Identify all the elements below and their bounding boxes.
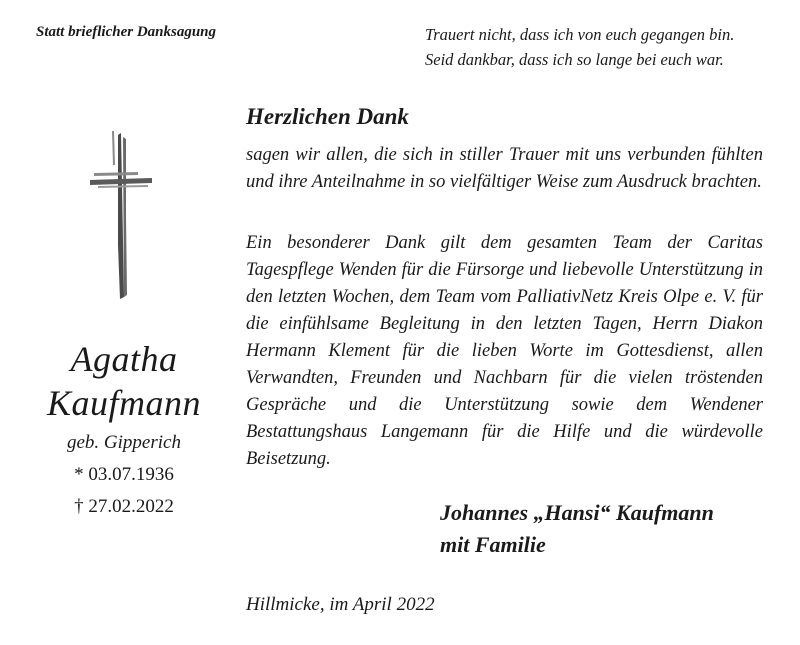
deceased-last-name: Kaufmann <box>46 383 201 423</box>
header-label: Statt brieflicher Danksagung <box>36 24 217 40</box>
message-paragraph-1: sagen wir allen, die sich in stiller Trauer mit uns verbunden fühlten und ihre Anteilnahme in so vielfältiger Weise zum Ausdruck brachten. <box>246 145 763 192</box>
birth-name: geb. Gipperich <box>67 432 181 453</box>
cross-icon <box>88 125 158 305</box>
death-date: † 27.02.2022 <box>74 496 174 517</box>
place-date: Hillmicke, im April 2022 <box>246 594 435 615</box>
motto-line-1: Trauert nicht, dass ich von euch gegangen bin. <box>425 25 735 44</box>
signature-line-2: mit Familie <box>440 532 546 557</box>
birth-date: * 03.07.1936 <box>74 464 174 485</box>
signature-line-1: Johannes „Hansi“ Kaufmann <box>440 500 714 525</box>
deceased-first-name: Agatha <box>70 339 178 379</box>
motto-line-2: Seid dankbar, dass ich so lange bei euch war. <box>425 50 724 69</box>
message-headline: Herzlichen Dank <box>246 104 409 129</box>
message-paragraph-2: Ein besonderer Dank gilt dem gesamten Team der Caritas Tagespflege Wenden für die Fürsorge und liebevolle Unterstützung in den letzten Wochen, dem Team vom PalliativNetz Kreis Olpe e. V. für die einfühlsame Begleitung in den letzten Tagen, Herrn Diakon Hermann Klement für die lieben Worte im Gottesdienst, allen Verwandten, Freunden und Nachbarn für die vielen tröstenden Gespräche und die Unterstützung sowie dem Wendener Bestattungshaus Langemann für die Hilfe und die würdevolle Beisetzung. <box>246 233 763 469</box>
